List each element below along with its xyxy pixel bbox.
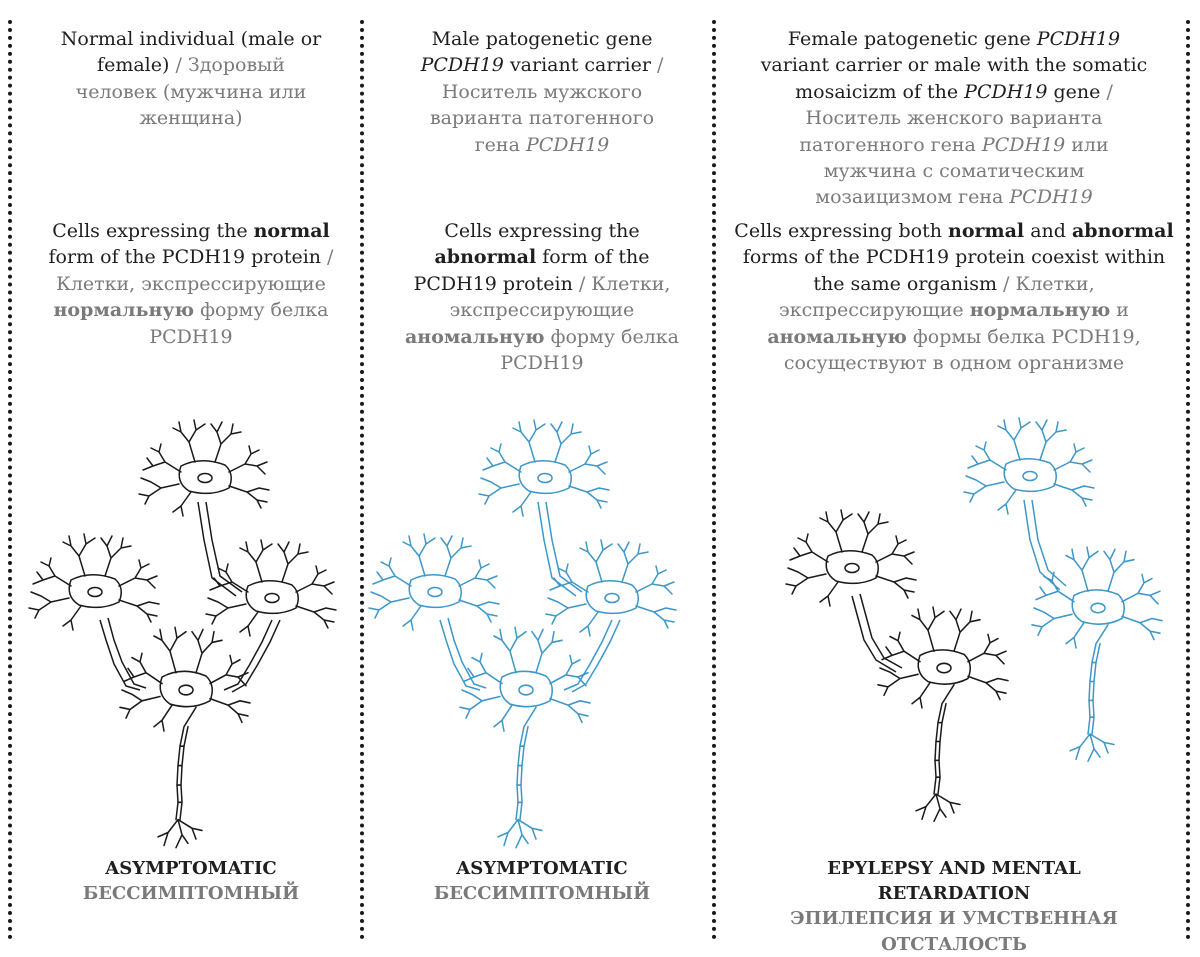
neuron-black-top — [786, 510, 916, 606]
conclusion-ru: БЕССИМПТОМНЫЙ — [82, 883, 300, 905]
cells-ru-bold: нормальную — [53, 299, 195, 322]
carrier-ru-gene: PCDH19 — [525, 133, 610, 156]
cells-en-bold: abnormal — [434, 246, 537, 269]
neuron-blue-top — [964, 418, 1094, 514]
cells-en-pre: Cells expressing the — [444, 220, 640, 242]
carrier-ru-gene: PCDH19 — [981, 133, 1066, 156]
carrier-separator: / — [169, 54, 188, 77]
carrier-en-b: variant carrier — [503, 54, 651, 77]
cells-separator: / — [572, 272, 592, 295]
conclusion-en: ASYMPTOMATIC — [456, 858, 628, 879]
carrier-ru-gene-2: PCDH19 — [1009, 186, 1093, 209]
cells-en-mid: and — [1024, 220, 1072, 242]
carrier-en: Normal individual (male or female) — [60, 28, 322, 77]
cells-separator: / — [997, 272, 1016, 295]
neuron-black-bottom — [878, 607, 1008, 821]
cells-ru-mid: и — [1110, 299, 1129, 322]
cells-en-post: forms of the PCDH19 protein coexist within the same organism — [742, 246, 1166, 295]
cells-en-bold-2: abnormal — [1071, 220, 1174, 242]
carrier-en-c: gene — [1047, 80, 1101, 103]
neuron-blue-bottom — [1032, 547, 1162, 761]
cells-en-post: form of the PCDH19 protein — [413, 246, 650, 295]
carrier-ru-a: Носитель мужского варианта патогенного гена — [429, 80, 655, 156]
cells-en-post: form of the PCDH19 protein — [48, 246, 322, 269]
carrier-separator: / — [650, 54, 664, 77]
cells-en-bold-1: normal — [948, 220, 1025, 242]
cells-ru-bold: аномальную — [404, 325, 545, 348]
cells-en-pre: Cells expressing the — [52, 220, 254, 242]
carrier-gene: PCDH19 — [420, 54, 504, 77]
carrier-ru-a: Носитель женского варианта патогенного гена — [799, 107, 1103, 156]
cells-ru-pre: Клетки, экспрессирующие — [779, 272, 1095, 322]
cells-ru-post: форму белка PCDH19 — [149, 299, 329, 348]
conclusion-en: ASYMPTOMATIC — [105, 858, 277, 879]
carrier-ru-b: или мужчина с соматическим мозаицизмом гена — [815, 133, 1109, 209]
carrier-separator: / — [1100, 80, 1113, 103]
carrier-en-b: variant carrier or male with the somatic mosaicizm of the — [760, 54, 1148, 103]
carrier-en-a: Male patogenetic gene — [431, 28, 653, 50]
carrier-ru: Здоровый человек (мужчина или женщина) — [75, 54, 307, 130]
cells-ru-pre: Клетки, экспрессирующие — [449, 272, 671, 322]
conclusion-en: EPYLEPSY AND MENTAL RETARDATION — [827, 858, 1081, 905]
axon-link-black — [852, 594, 902, 672]
cells-ru-pre: Клетки, экспрессирующие — [56, 272, 326, 295]
conclusion-ru: ЭПИЛЕПСИЯ И УМСТВЕННАЯ ОТСТАЛОСТЬ — [790, 908, 1118, 955]
carrier-gene: PCDH19 — [1036, 28, 1121, 50]
cells-separator: / — [321, 246, 334, 269]
cells-ru-post: формы белка PCDH19, сосуществуют в одном организме — [783, 325, 1141, 375]
conclusion-ru: БЕССИМПТОМНЫЙ — [433, 883, 651, 905]
cells-en-pre: Cells expressing both — [734, 220, 949, 242]
carrier-en-a: Female patogenetic gene — [787, 28, 1037, 50]
cells-ru-post: форму белка PCDH19 — [500, 325, 680, 375]
carrier-gene-2: PCDH19 — [964, 80, 1048, 103]
cells-ru-bold-1: нормальную — [969, 299, 1111, 322]
cells-en-bold: normal — [253, 220, 330, 242]
cells-ru-bold-2: аномальную — [767, 325, 907, 348]
